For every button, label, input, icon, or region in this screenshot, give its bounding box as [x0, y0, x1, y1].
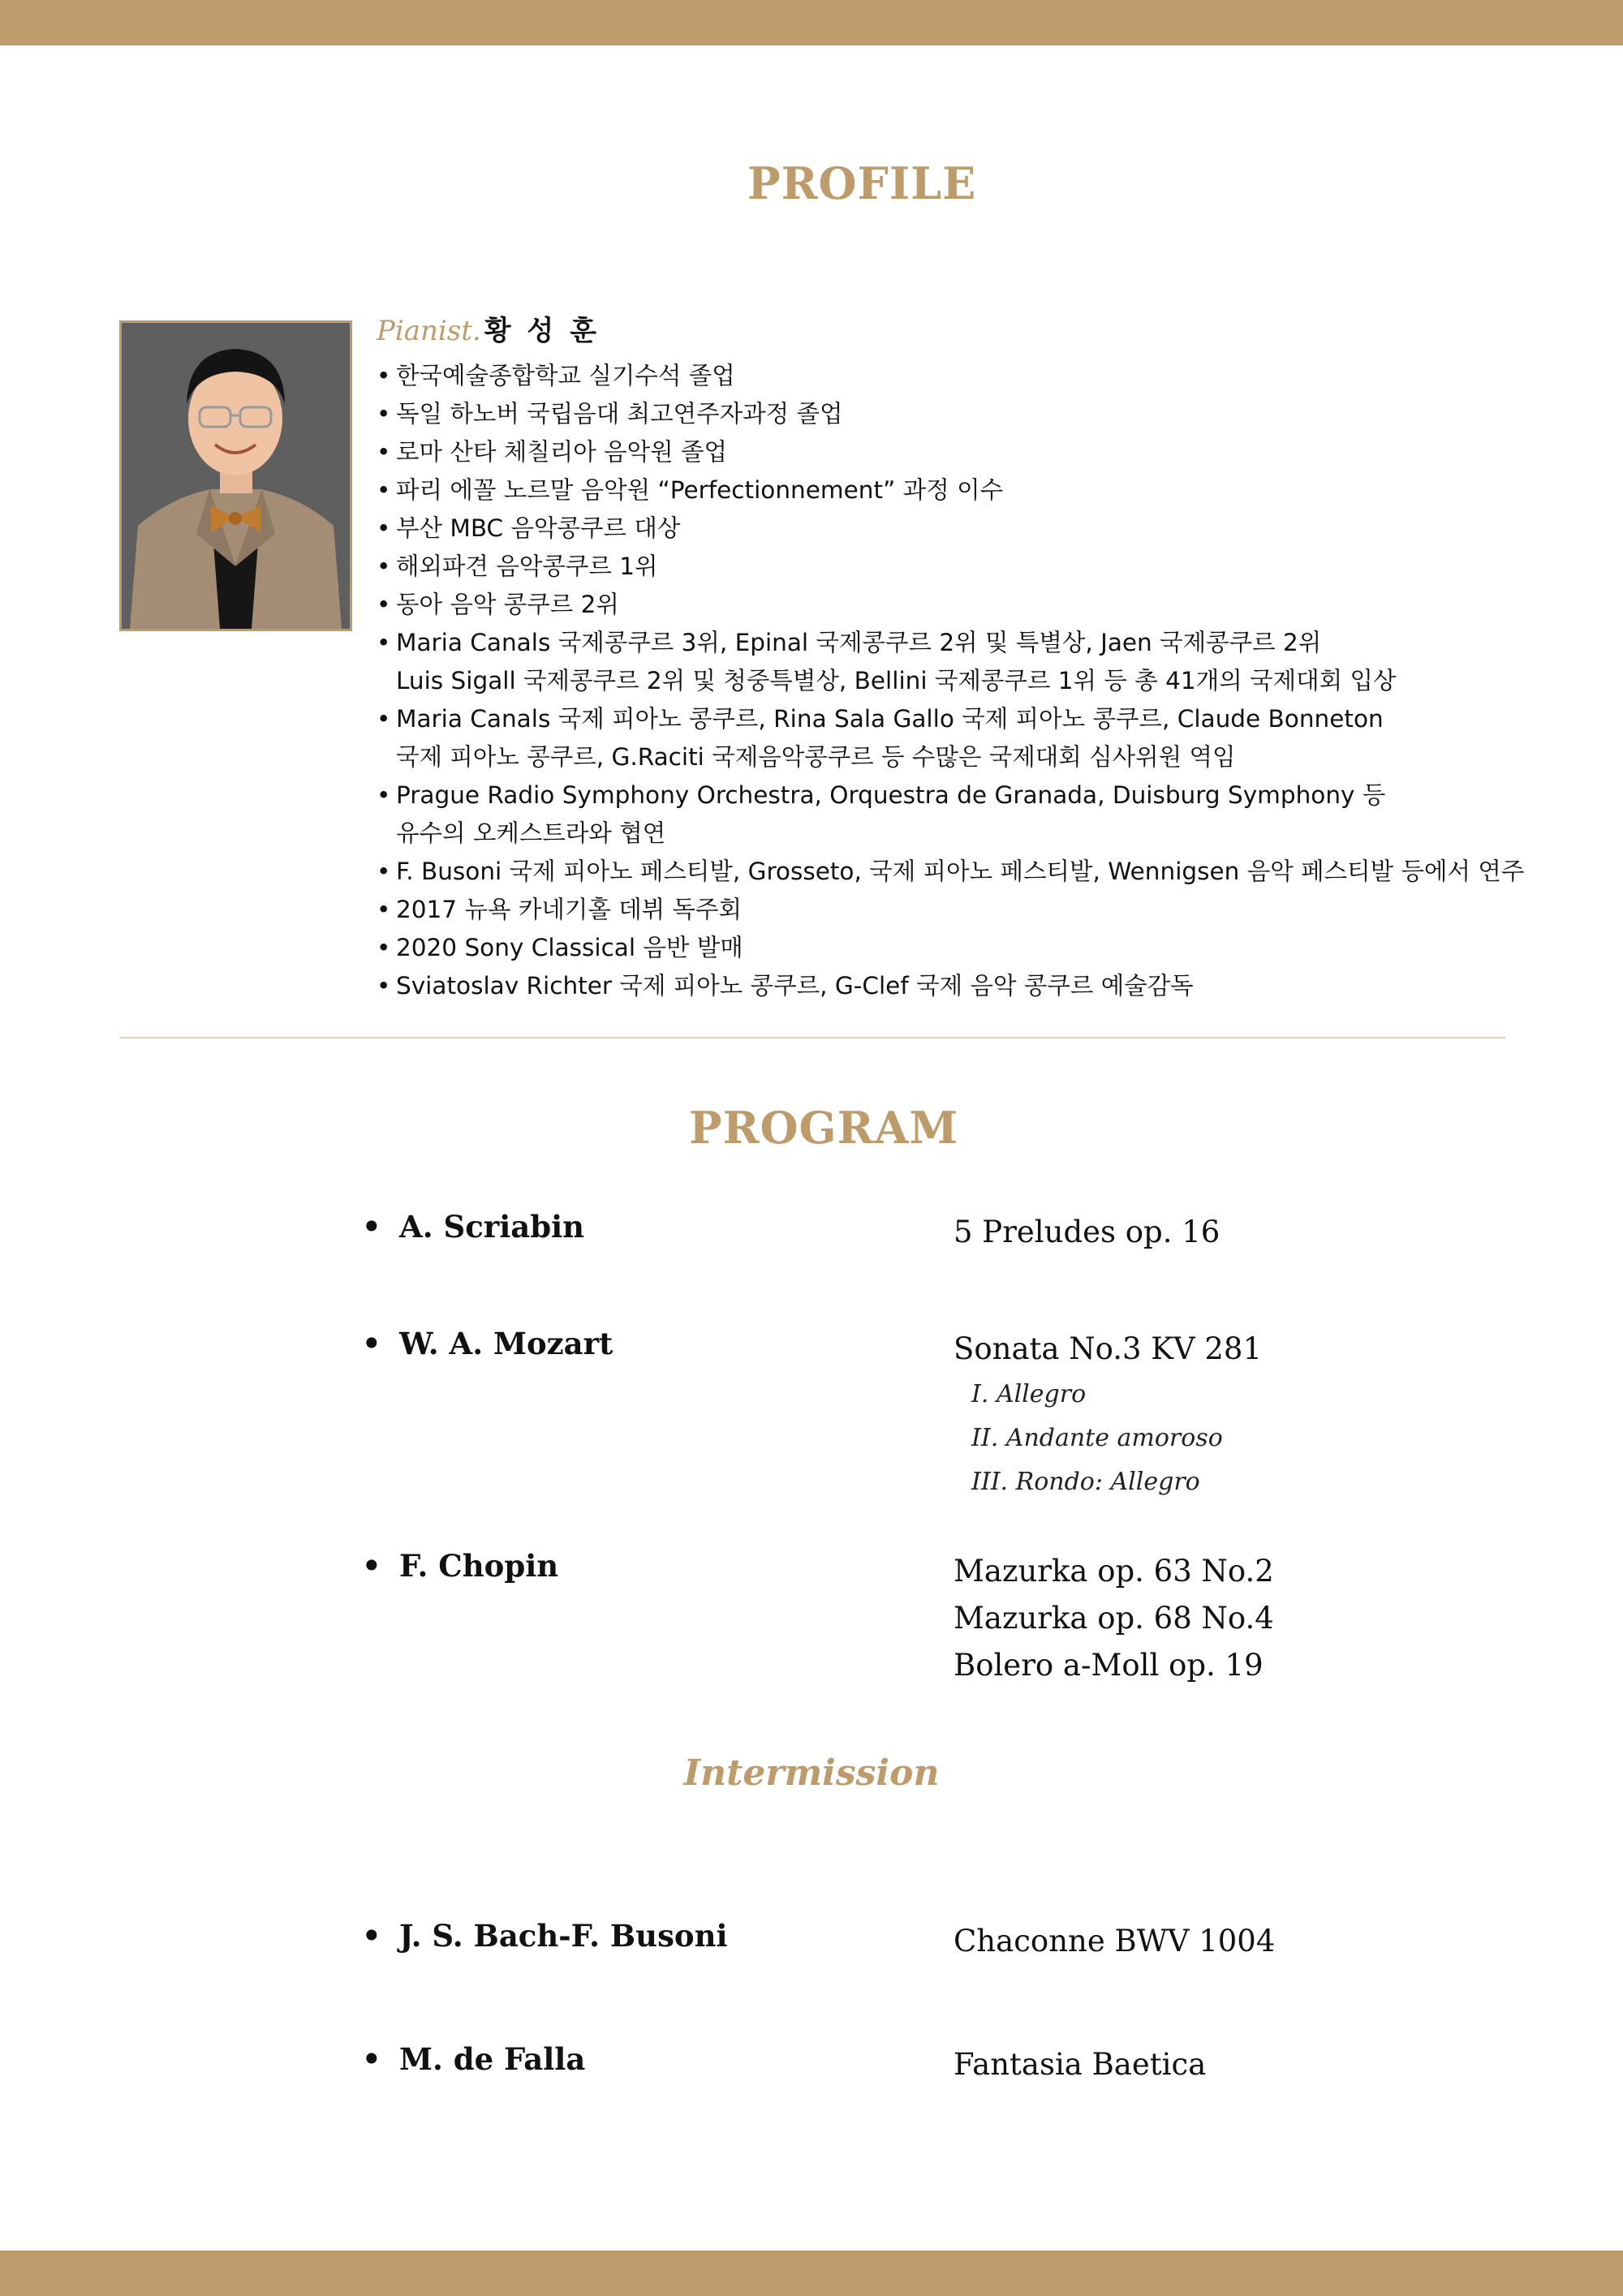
composer-name [362, 2041, 585, 2077]
section-divider [119, 1037, 1505, 1038]
pianist-heading [377, 308, 600, 348]
intermission-label: Intermission [683, 1752, 940, 1794]
profile-item: • 2020 Sony Classical 음반 발매 [377, 929, 1545, 967]
profile-item: • 로마 산타 체칠리아 음악원 졸업 [377, 433, 1545, 471]
movement-title: II. Andante amoroso [971, 1424, 1223, 1452]
composer-label: J. S. Bach-F. Busoni [399, 1918, 728, 1954]
bullet: • [362, 1548, 381, 1584]
profile-item: • 2017 뉴욕 카네기홀 데뷔 독주회 [377, 891, 1545, 929]
bottom-band [0, 2251, 1623, 2296]
profile-item: • 해외파견 음악콩쿠르 1위 [377, 548, 1545, 586]
bullet: • [362, 1209, 381, 1245]
bullet: • [362, 2041, 381, 2077]
profile-item: • Sviatoslav Richter 국제 피아노 콩쿠르, G-Clef 국제 음악 콩쿠르 예술감독 [377, 967, 1545, 1005]
movement-title: I. Allegro [971, 1380, 1087, 1408]
work-column [954, 2041, 1206, 2088]
profile-item: • 파리 에꼴 노르말 음악원 “Perfectionnement” 과정 이수 [377, 471, 1545, 510]
work-title: Chaconne BWV 1004 [954, 1924, 1276, 1958]
profile-item: • 독일 하노버 국립음대 최고연주자과정 졸업 [377, 395, 1545, 433]
movement-title: III. Rondo: Allegro [971, 1468, 1200, 1496]
work-column [954, 1326, 1262, 1504]
composer-label: M. de Falla [399, 2041, 586, 2077]
profile-item: • F. Busoni 국제 피아노 페스티발, Grosseto, 국제 피아노 페스티발, Wennigsen 음악 페스티발 등에서 연주 [377, 853, 1545, 891]
program-title: PROGRAM [689, 1102, 959, 1154]
work-column [954, 1918, 1275, 1965]
work-title: Mazurka op. 63 No.2 [954, 1554, 1274, 1589]
profile-list [377, 357, 1545, 1005]
profile-item: • 한국예술종합학교 실기수석 졸업 [377, 357, 1545, 395]
composer-name [362, 1326, 613, 1361]
work-title: Bolero a-Moll op. 19 [954, 1648, 1264, 1683]
profile-title: PROFILE [747, 157, 977, 209]
profile-item: • Prague Radio Symphony Orchestra, Orquestra de Granada, Duisburg Symphony 등 유수의 오케스트라와 협연 [377, 776, 1545, 853]
composer-name [362, 1209, 584, 1245]
composer-label: F. Chopin [399, 1548, 559, 1584]
composer-name [362, 1918, 728, 1954]
composer-name [362, 1548, 558, 1584]
work-column [954, 1548, 1274, 1689]
bullet: • [362, 1326, 381, 1361]
pianist-photo [119, 320, 352, 631]
portrait-illustration [122, 323, 350, 629]
profile-item: • Maria Canals 국제콩쿠르 3위, Epinal 국제콩쿠르 2위 및 특별상, Jaen 국제콩쿠르 2위 Luis Sigall 국제콩쿠르 2위 및 청중특별상, Bellini 국제콩쿠르 1위 등 총 41개의 국제대회 입상 [377, 624, 1545, 700]
pianist-name: 황 성 훈 [484, 315, 600, 347]
work-title: Mazurka op. 68 No.4 [954, 1601, 1274, 1636]
composer-label: W. A. Mozart [399, 1326, 613, 1361]
composer-label: A. Scriabin [399, 1209, 585, 1245]
work-title: Fantasia Baetica [954, 2047, 1207, 2082]
profile-item: • 동아 음악 콩쿠르 2위 [377, 586, 1545, 624]
work-title: Sonata No.3 KV 281 [954, 1331, 1263, 1366]
profile-item: • 부산 MBC 음악콩쿠르 대상 [377, 510, 1545, 548]
profile-item: • Maria Canals 국제 피아노 콩쿠르, Rina Sala Gallo 국제 피아노 콩쿠르, Claude Bonneton 국제 피아노 콩쿠르, G.Raciti 국제음악콩쿠르 등 수많은 국제대회 심사위원 역임 [377, 700, 1545, 776]
bullet: • [362, 1918, 381, 1954]
pianist-role: Pianist. [377, 315, 481, 347]
work-column [954, 1209, 1220, 1256]
work-title: 5 Preludes op. 16 [954, 1215, 1220, 1249]
top-band [0, 0, 1623, 45]
